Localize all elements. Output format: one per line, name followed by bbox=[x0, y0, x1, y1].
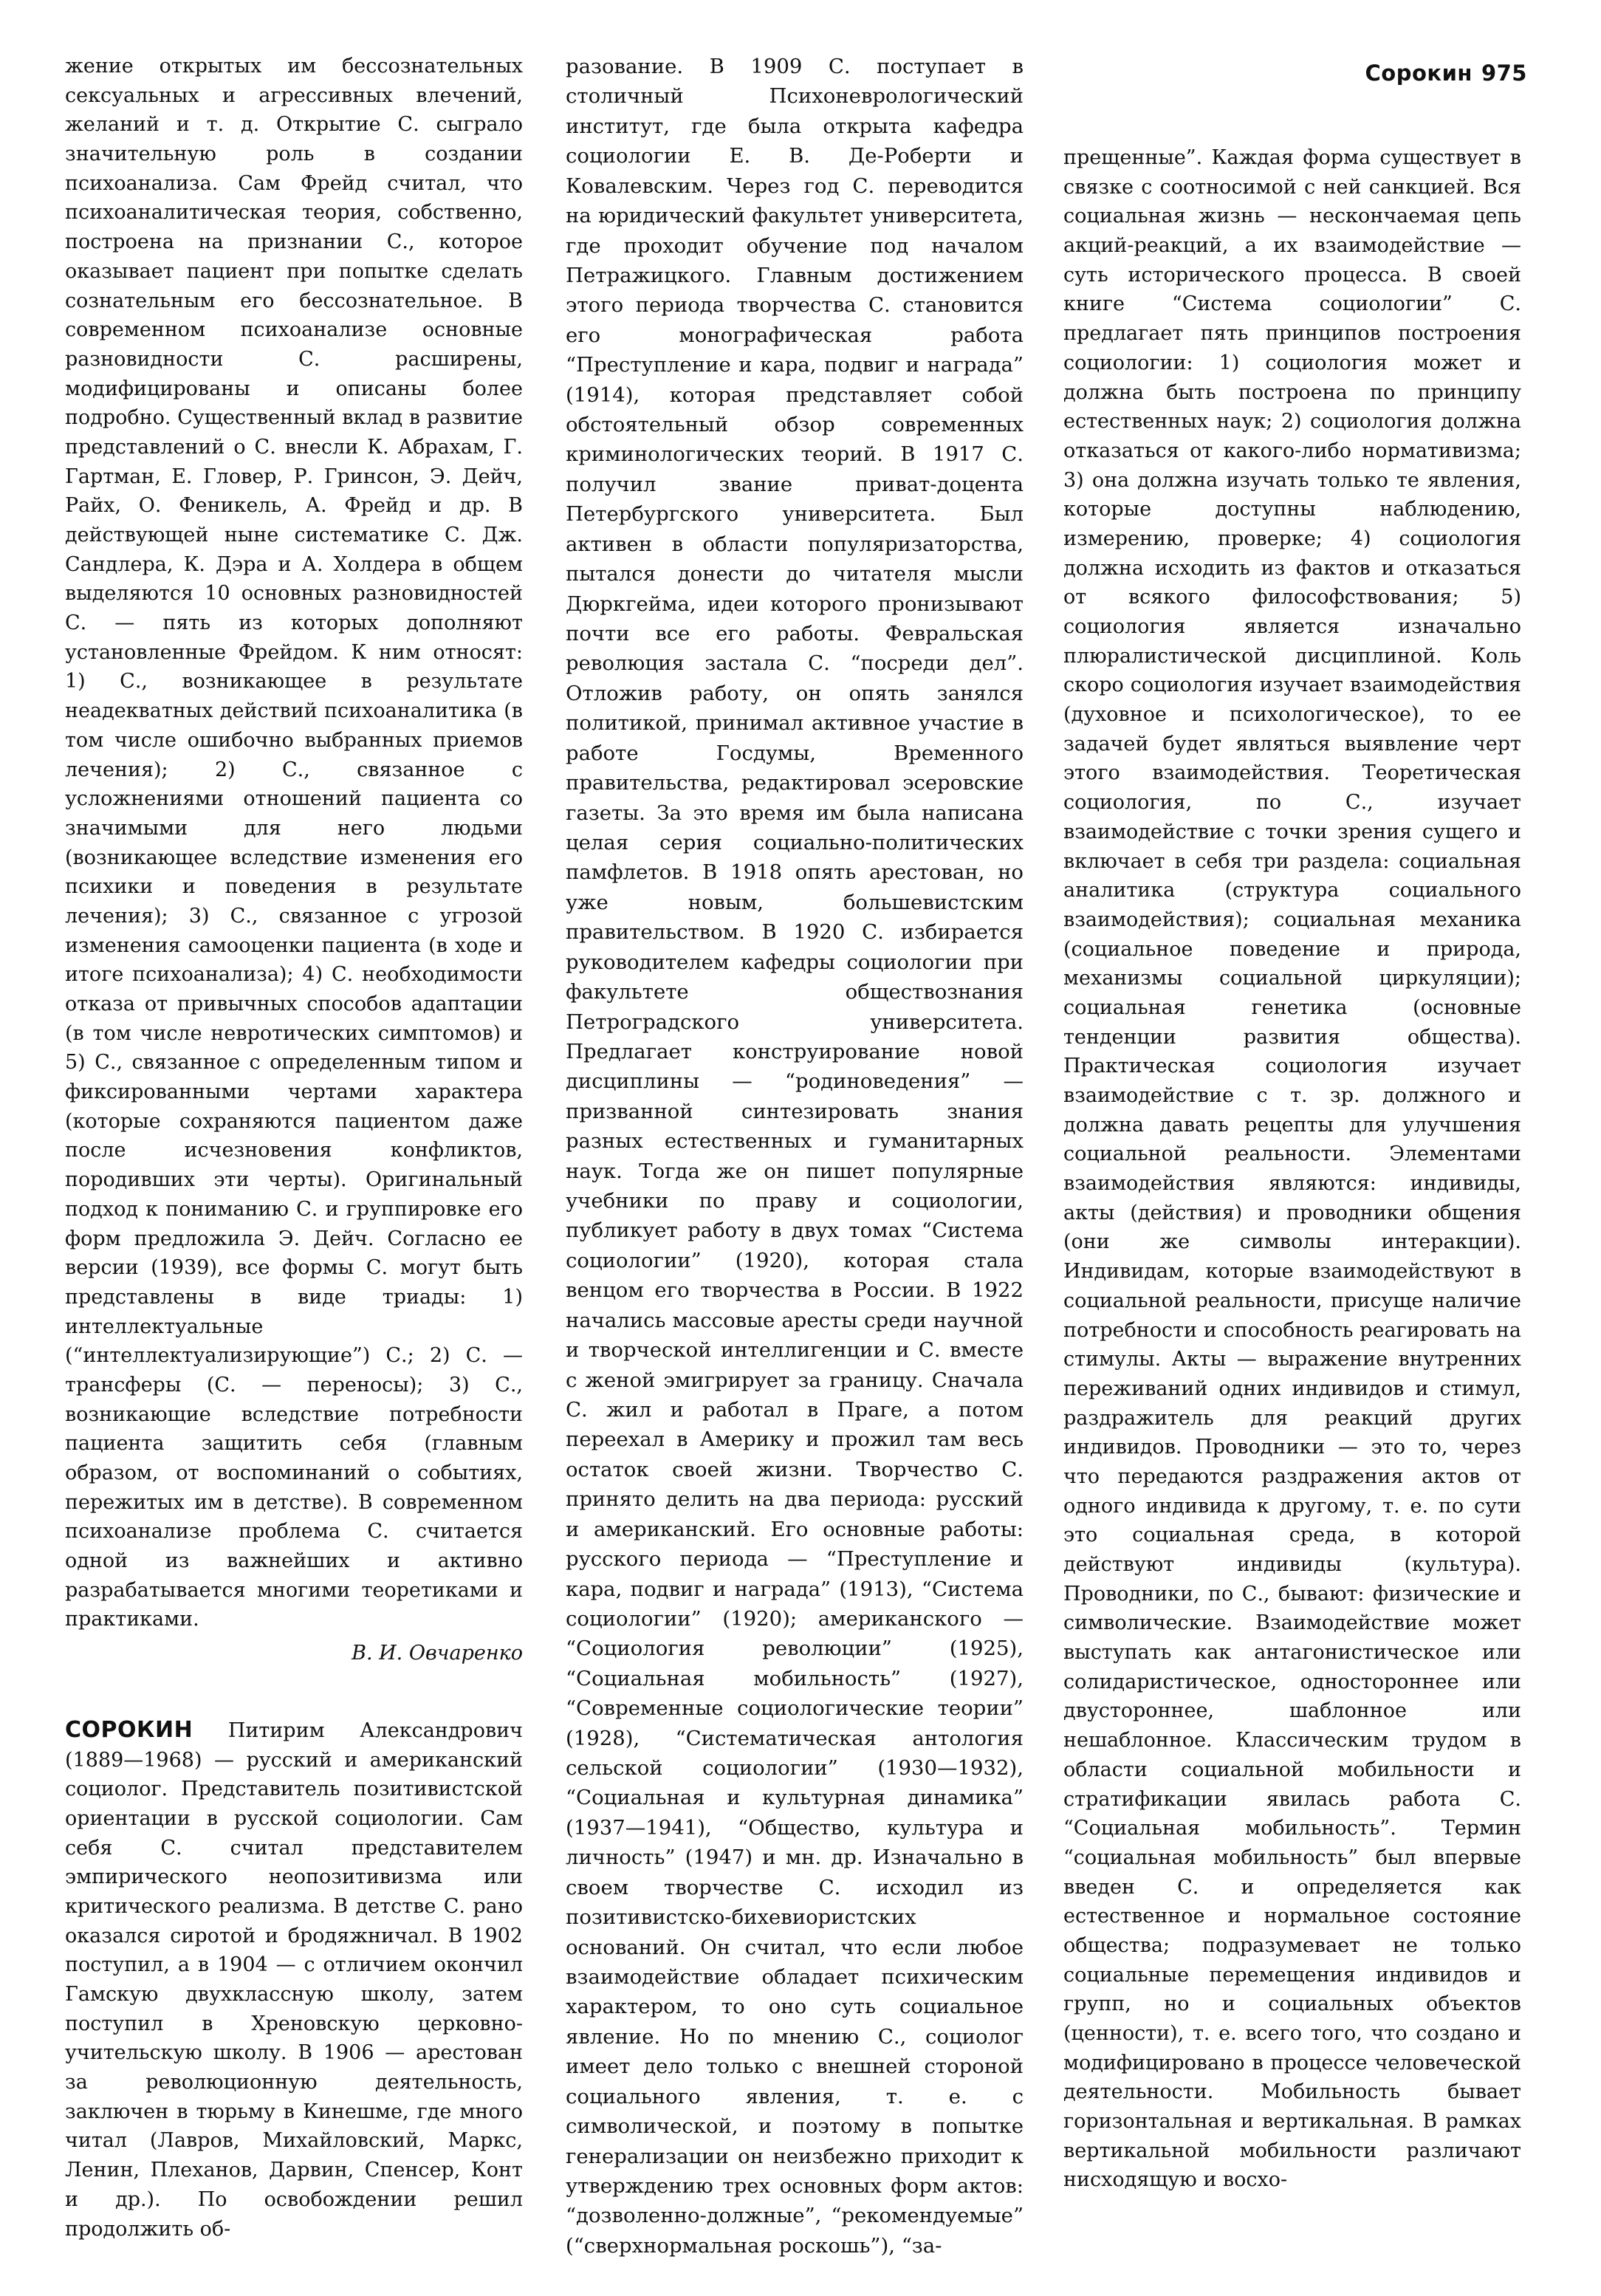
text-column-2 bbox=[566, 52, 1024, 2261]
continued-paragraph: жение открытых им бессознательных сексуальных и агрессивных влечений, желаний и т. д. Открытие С. сыграло значительную роль в создании психоанализа. Сам Фрейд считал, что психоаналитическая теория, собственно, построена на признании С., которое оказывает пациент при попытке сделать сознательным его бессознательное. В современном психоанализе основные разновидности С. расширены, модифицированы и описаны более подробно. Существенный вклад в развитие представлений о С. внесли К. Абрахам, Г. Гартман, Е. Гловер, Р. Гринсон, Э. Дейч, Райх, О. Феникель, А. Фрейд и др. В действующей ныне систематике С. Дж. Сандлера, К. Дэра и А. Холдера в общем выделяются 10 основных разновидностей С. — пять из которых дополняют установленные Фрейдом. К ним относят: 1) С., возникающее в результате неадекватных действий психоаналитика (в том числе ошибочно выбранных приемов лечения); 2) С., связанное с усложнениями отношений пациента со значимыми для него людьми (возникающее вследствие изменения его психики и поведения в результате лечения); 3) С., связанное с угрозой изменения самооценки пациента (в ходе и итоге психоанализа); 4) С. необходимости отказа от привычных способов адаптации (в том числе невротических симптомов) и 5) С., связанное с определенным типом и фиксированными чертами характера (которые сохраняются пациентом даже после исчезновения конфликтов, породивших эти черты). Оригинальный подход к пониманию С. и группировке его форм предложила Э. Дейч. Согласно ее версии (1939), все формы С. могут быть представлены в виде триады: 1) интеллектуальные (“интеллектуализирующие”) С.; 2) С. — трансферы (С. — переносы); 3) С., возникающие вследствие потребности пациента защитить себя (главным образом, от воспоминаний о событиях, пережитых им в детстве). В современном психоанализе проблема С. считается одной из важнейших и активно разрабатывается многими теоретиками и практиками. bbox=[65, 55, 523, 1631]
entry-paragraph bbox=[65, 1716, 523, 2244]
page-number: 975 bbox=[1481, 61, 1527, 86]
author-signature: В. И. Овчаренко bbox=[352, 1642, 523, 1665]
text-column-3 bbox=[1063, 143, 1521, 2195]
text-column-1 bbox=[65, 52, 523, 2244]
entry-headword: СОРОКИН bbox=[65, 1716, 193, 1743]
column-2-text: разование. В 1909 С. поступает в столичный Психоневрологический институт, где была открыта кафедра социологии Е. В. Де-Роберти и Ковалевским. Через год С. переводится на юридический факультет университета, где проходит обучение под началом Петражицкого. Главным достижением этого периода творчества С. становится его монографическая работа “Преступление и кара, подвиг и награда” (1914), которая представляет собой обстоятельный обзор современных криминологических теорий. В 1917 С. получил звание приват-доцента Петербургского университета. Был активен в области популяризаторства, пытался донести до читателя мысли Дюркгейма, идеи которого пронизывают почти все его работы. Февральская революция застала С. “посреди дел”. Отложив работу, он опять занялся политикой, принимал активное участие в работе Госдумы, Временного правительства, редактировал эсеровские газеты. За это время им была написана целая серия социально-политических памфлетов. В 1918 опять арестован, но уже новым, большевистским правительством. В 1920 С. избирается руководителем кафедры социологии при факультете обществознания Петроградского университета. Предлагает конструирование новой дисциплины — “родиноведения” — призванной синтезировать знания разных естественных и гуманитарных наук. Тогда же он пишет популярные учебники по праву и социологии, публикует работу в двух томах “Система социологии” (1920), которая стала венцом его творчества в России. В 1922 начались массовые аресты среди научной и творческой интеллигенции и С. вместе с женой эмигрирует за границу. Сначала С. жил и работал в Праге, а потом переехал в Америку и прожил там весь остаток своей жизни. Творчество С. принято делить на два периода: русский и американский. Его основные работы: русского периода — “Преступление и кара, подвиг и награда” (1913), “Система социологии” (1920); американского — “Социология революции” (1925), “Социальная мобильность” (1927), “Современные социологические теории” (1928), “Систематическая антология сельской социологии” (1930—1932), “Социальная и культурная динамика” (1937—1941), “Общество, культура и личность” (1947) и мн. др. Изначально в своем творчестве С. исходил из позитивистско-бихевиористских оснований. Он считал, что если любое взаимодействие обладает психическим характером, то оно суть социальное явление. Но по мнению С., социолог имеет дело только с внешней стороной социального явления, т. е. с символической, и поэтому в попытке генерализации он неизбежно приходит к утверждению трех основных форм актов: “дозволенно-должные”, “рекомендуемые” (“сверхнормальная роскошь”), “за- bbox=[566, 55, 1024, 2258]
column-3-text: прещенные”. Каждая форма существует в связке с соотносимой с ней санкцией. Вся социальная жизнь — нескончаемая цепь акций-реакций, а их взаимодействие — суть исторического процесса. В своей книге “Система социологии” С. предлагает пять принципов построения социологии: 1) социология может и должна быть построена по принципу естественных наук; 2) социология должна отказаться от какого-либо нормативизма; 3) она должна изучать только те явления, которые доступны наблюдению, измерению, проверке; 4) социология должна исходить из фактов и отказаться от всякого философствования; 5) социология является изначально плюралистической дисциплиной. Коль скоро социология изучает взаимодействия (духовное и психологическое), то ее задачей будет являться выявление черт этого взаимодействия. Теоретическая социология, по С., изучает взаимодействие с точки зрения сущего и включает в себя три раздела: социальная аналитика (структура социального взаимодействия); социальная механика (социальное поведение и природа, механизмы социальной циркуляции); социальная генетика (основные тенденции развития общества). Практическая социология изучает взаимодействие с т. зр. должного и должна давать рецепты для улучшения социальной реальности. Элементами взаимодействия являются: индивиды, акты (действия) и проводники общения (они же символы интеракции). Индивидам, которые взаимодействуют в социальной реальности, присуще наличие потребности и способность реагировать на стимулы. Акты — выражение внутренних переживаний одних индивидов и стимул, раздражитель для реакций других индивидов. Проводники — это то, через что передаются раздражения актов от одного индивида к другому, т. е. по сути это социальная среда, в которой действуют индивиды (культура). Проводники, по С., бывают: физические и символические. Взаимодействие может выступать как антагонистическое или солидаристическое, одностороннее или двустороннее, шаблонное или нешаблонное. Классическим трудом в области социальной мобильности и стратификации явилась работа С. “Социальная мобильность”. Термин “социальная мобильность” был впервые введен С. и определяется как естественное и нормальное состояние общества; подразумевает не только социальные перемещения индивидов и групп, но и социальных объектов (ценности), т. е. всего того, что создано и модифицировано в процессе человеческой деятельности. Мобильность бывает горизонтальная и вертикальная. В рамках вертикальной мобильности различают нисходящую и восхо- bbox=[1063, 146, 1521, 2192]
entry-text-start: Питирим Александрович (1889—1968) — русский и американский социолог. Представитель позитивистской ориентации в русской социологии. Сам себя С. считал представителем эмпирического неопозитивизма или критического реализма. В детстве С. рано оказался сиротой и бродяжничал. В 1902 поступил, а в 1904 — с отличием окончил Гамскую двухклассную школу, затем поступил в Хреновскую церковно-учительскую школу. В 1906 — арестован за революционную деятельность, заключен в тюрьму в Кинешме, где много читал (Лавров, Михайловский, Маркс, Ленин, Плеханов, Дарвин, Спенсер, Конт и др.). По освобождении решил продолжить об- bbox=[65, 1718, 523, 2241]
running-head bbox=[1063, 61, 1527, 86]
running-title: Сорокин bbox=[1365, 61, 1473, 86]
